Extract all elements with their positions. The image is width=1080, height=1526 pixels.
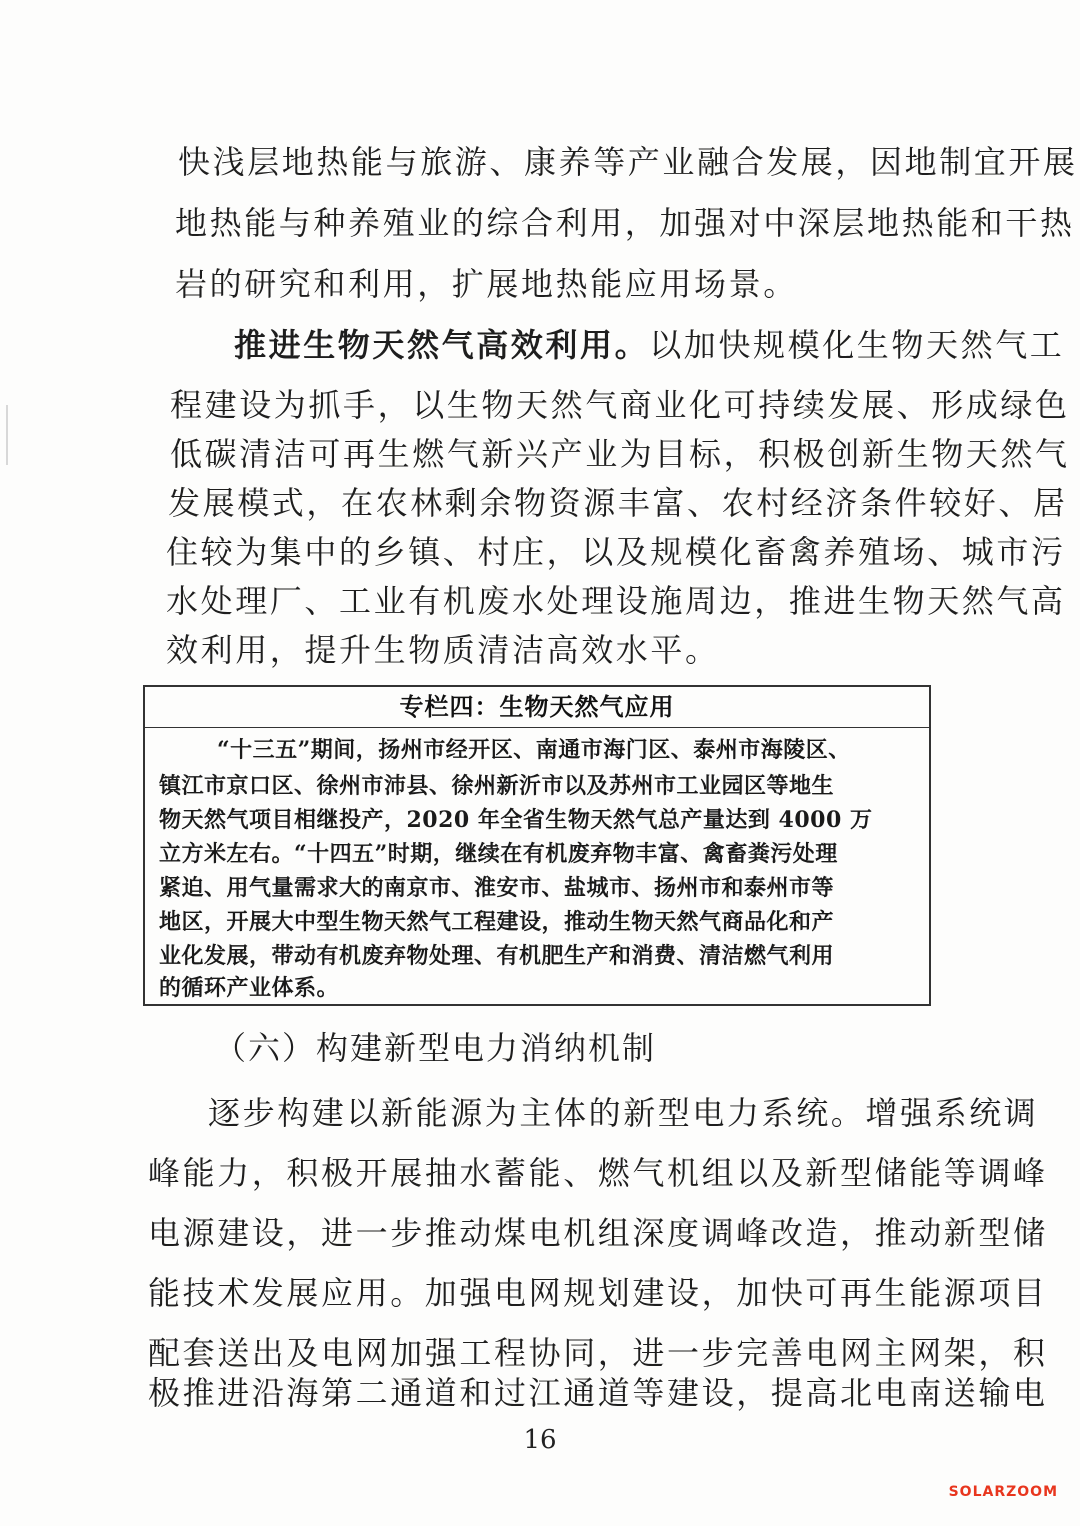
column-box-line: 业化发展，带动有机废弃物处理、有机肥生产和消费、清洁燃气利用 [159,943,835,969]
column-box-line: 镇江市京口区、徐州市沛县、徐州新沂市以及苏州市工业园区等地生 [159,773,835,799]
column-box-line: 物天然气项目相继投产，2020 年全省生物天然气总产量达到 4000 万 [159,807,873,833]
paragraph-line: 能技术发展应用。加强电网规划建设，加快可再生能源项目 [148,1274,1048,1312]
paragraph-line: 程建设为抓手，以生物天然气商业化可持续发展、形成绿色 [170,386,1070,424]
paragraph-line: 水处理厂、工业有机废水处理设施周边，推进生物天然气高 [166,582,1066,620]
column-box-title: 专栏四：生物天然气应用 [145,687,929,728]
paragraph-line: 地热能与种养殖业的综合利用，加强对中深层地热能和干热 [175,204,1075,242]
section-heading: （六）构建新型电力消纳机制 [214,1029,657,1067]
scan-edge-mark [6,405,8,465]
paragraph-line: 住较为集中的乡镇、村庄，以及规模化畜禽养殖场、城市污 [166,533,1066,571]
paragraph-line: 极推进沿海第二通道和过江通道等建设，提高北电南送输电 [148,1374,1048,1412]
page-number: 16 [523,1425,557,1455]
paragraph-first-line [234,325,1064,365]
watermark-logo: SOLARZOOM [948,1484,1058,1500]
paragraph-line: 配套送出及电网加强工程协同，进一步完善电网主网架，积 [148,1334,1048,1372]
paragraph-line: 岩的研究和利用，扩展地热能应用场景。 [175,265,798,303]
paragraph-line: 快浅层地热能与旅游、康养等产业融合发展，因地制宜开展 [178,143,1078,181]
column-box-line: 立方米左右。“十四五”时期，继续在有机废弃物丰富、禽畜粪污处理 [159,841,838,867]
paragraph-heading: 推进生物天然气高效利用。 [234,326,650,364]
paragraph-line: 逐步构建以新能源为主体的新型电力系统。增强系统调 [208,1094,1039,1132]
paragraph-line: 效利用，提升生物质清洁高效水平。 [166,631,720,669]
paragraph-line: 低碳清洁可再生燃气新兴产业为目标，积极创新生物天然气 [170,435,1070,473]
column-box-line: 的循环产业体系。 [159,975,340,1001]
paragraph-line: 峰能力，积极开展抽水蓄能、燃气机组以及新型储能等调峰 [148,1154,1048,1192]
paragraph-line: 发展模式，在农林剩余物资源丰富、农村经济条件较好、居 [168,484,1068,522]
column-box [143,685,931,1006]
column-box-line: 紧迫、用气量需求大的南京市、淮安市、盐城市、扬州市和泰州市等 [159,875,835,901]
column-box-line: “十三五”期间，扬州市经开区、南通市海门区、泰州市海陵区、 [217,737,851,763]
column-box-line: 地区，开展大中型生物天然气工程建设，推动生物天然气商品化和产 [159,909,835,935]
paragraph-line: 电源建设，进一步推动煤电机组深度调峰改造，推动新型储 [148,1214,1048,1252]
paragraph-text: 以加快规模化生物天然气工 [649,326,1065,364]
